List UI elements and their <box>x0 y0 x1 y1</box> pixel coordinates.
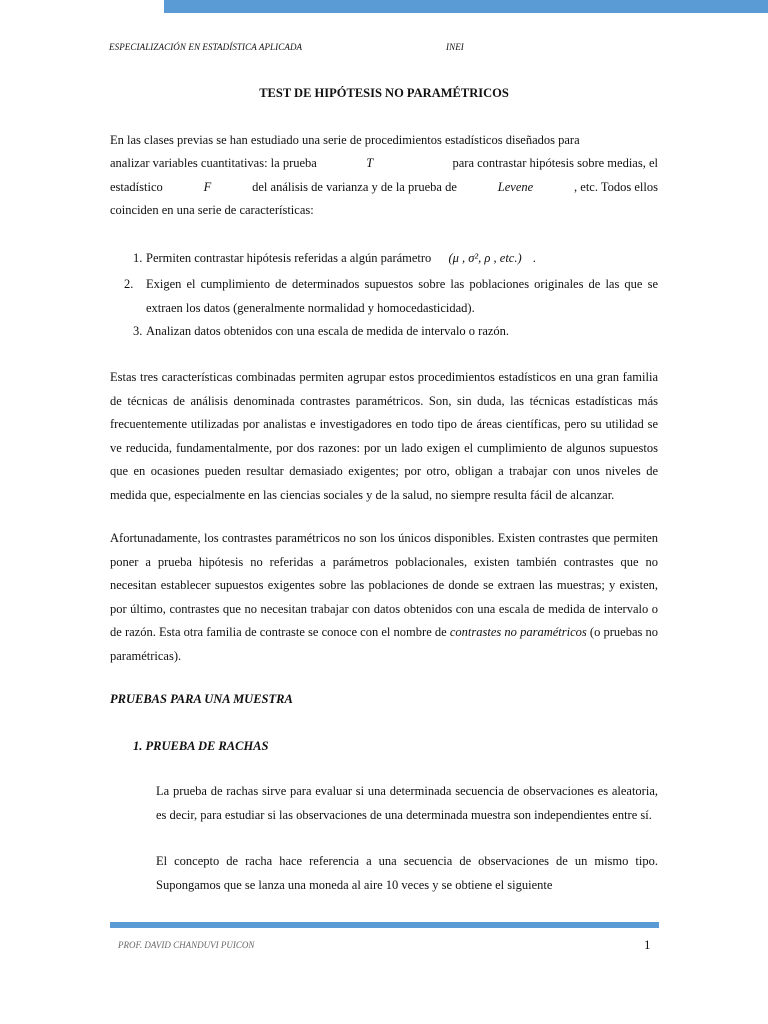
document-title: TEST DE HIPÓTESIS NO PARAMÉTRICOS <box>259 86 509 100</box>
header-right: INEI <box>446 42 464 52</box>
paragraph-parametric: Estas tres características combinadas permiten agrupar estos procedimientos estadísticos en una gran familia de técnicas de análisis denominada contrastes paramétricos. Son, sin duda, las técnicas estadísticas más frecuentemente utilizadas por analistas e investigadores en todo tipo de áreas científicas, pero su utilidad se ve reducida, fundamentalmente, por dos razones: por un lado exigen el cumplimiento de algunos supuestos que en ocasiones pueden resultar demasiado exigentes; por otro, obligan a trabajar con unos niveles de medida que, especialmente en las ciencias sociales y de la salud, no siempre resulta fácil de alcanzar. <box>110 370 658 502</box>
intro-line-3a: estadístico <box>110 180 163 194</box>
intro-line-2 <box>110 152 658 176</box>
paragraph-nonparametric <box>110 527 658 668</box>
symbol-f: F <box>203 180 212 194</box>
intro-line-3b: del análisis de varianza y de la prueba de <box>252 180 457 194</box>
footer-author: PROF. DAVID CHANDUVI PUICON <box>118 940 255 950</box>
paragraph-nonparametric-tail: (o pruebas no paramétricas). <box>110 625 659 663</box>
section-heading: PRUEBAS PARA UNA MUESTRA <box>110 692 293 706</box>
parameter-formula: (μ , σ², ρ , etc.) <box>448 251 522 265</box>
list-num-1: 1. <box>133 251 143 265</box>
list-num-3: 3. <box>133 324 143 338</box>
list-item-1 <box>146 247 658 271</box>
paragraph-nonparametric-text: Afortunadamente, los contrastes paramétricos no son los únicos disponibles. Existen contrastes que permiten poner a prueba hipótesis no referidas a parámetros poblacionales, existen también contrastes que no necesitan establecer supuestos exigentes sobre las poblaciones de donde se extraen las muestras; y existen, por último, contrastes que no necesitan trabajar con datos obtenidos con una escala de medida de intervalo o de razón. Esta otra familia de contraste se conoce con el nombre de <box>110 531 658 639</box>
page-number: 1 <box>644 937 651 952</box>
symbol-t: T <box>366 156 374 170</box>
top-accent-bar <box>164 0 768 13</box>
intro-line-2a: analizar variables cuantitativas: la prueba <box>110 156 317 170</box>
intro-line-3c: , etc. Todos ellos <box>574 180 658 194</box>
rachas-paragraph-2: El concepto de racha hace referencia a una secuencia de observaciones de un mismo tipo. Supongamos que se lanza una moneda al aire 10 veces y se obtiene el siguiente <box>156 854 658 892</box>
subsection-heading: 1. PRUEBA DE RACHAS <box>133 739 269 753</box>
list-num-2: 2. <box>124 277 134 291</box>
list-item-3: Analizan datos obtenidos con una escala de medida de intervalo o razón. <box>146 324 510 338</box>
header-left: ESPECIALIZACIÓN EN ESTADÍSTICA APLICADA <box>109 42 303 52</box>
list-item-2: Exigen el cumplimiento de determinados supuestos sobre las poblaciones originales de las que se extraen los datos (generalmente normalidad y homocedasticidad). <box>146 277 658 315</box>
list-item-1-tail: . <box>532 251 536 265</box>
symbol-levene: Levene <box>497 180 534 194</box>
footer-accent-bar <box>110 922 659 928</box>
intro-line-2b: para contrastar hipótesis sobre medias, el <box>452 156 658 170</box>
rachas-paragraph-1: La prueba de rachas sirve para evaluar si una determinada secuencia de observaciones es aleatoria, es decir, para estudiar si las observaciones de una determinada muestra son independientes entre sí. <box>156 784 658 822</box>
nonparametric-term: contrastes no paramétricos <box>449 625 587 639</box>
intro-line-4: coinciden en una serie de características: <box>110 203 314 217</box>
intro-line-1: En las clases previas se han estudiado una serie de procedimientos estadísticos diseñados para <box>110 133 580 147</box>
list-item-1-text: Permiten contrastar hipótesis referidas a algún parámetro <box>146 251 432 265</box>
intro-line-3 <box>110 176 658 200</box>
